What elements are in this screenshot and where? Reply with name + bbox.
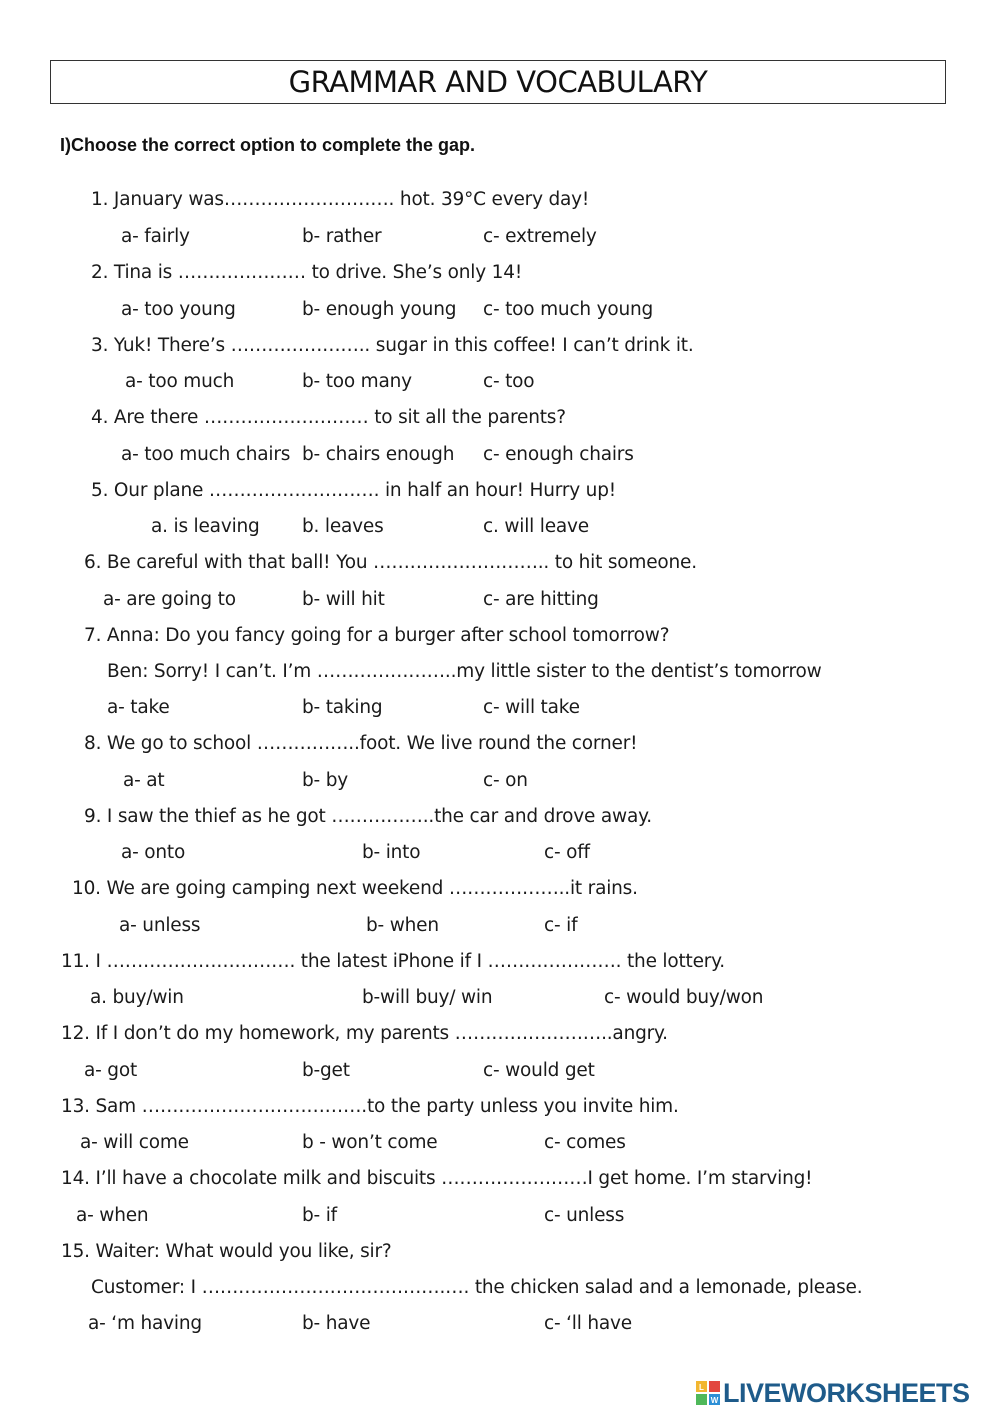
q7-option-a[interactable]: a- take	[107, 697, 170, 718]
q8-option-c[interactable]: c- on	[483, 770, 528, 791]
question-15-text: 15. Waiter: What would you like, sir?	[61, 1241, 392, 1262]
q2-option-c[interactable]: c- too much young	[483, 299, 654, 320]
q13-option-b[interactable]: b - won’t come	[302, 1132, 438, 1153]
question-3-text: 3. Yuk! There’s ………………….. sugar in this coffee! I can’t drink it.	[91, 335, 694, 356]
question-11-text: 11. I …………………………. the latest iPhone if I …………………. the lottery.	[61, 951, 725, 972]
q1-option-c[interactable]: c- extremely	[483, 226, 597, 247]
q13-option-a[interactable]: a- will come	[80, 1132, 189, 1153]
q13-option-c[interactable]: c- comes	[544, 1132, 626, 1153]
question-5-text: 5. Our plane ………………………. in half an hour! Hurry up!	[91, 480, 616, 501]
question-2-text: 2. Tina is ………………… to drive. She’s only 14!	[91, 262, 523, 283]
q9-option-a[interactable]: a- onto	[121, 842, 186, 863]
q1-option-b[interactable]: b- rather	[302, 226, 382, 247]
q12-option-c[interactable]: c- would get	[483, 1060, 595, 1081]
instruction: I)Choose the correct option to complete the gap.	[60, 135, 476, 155]
q3-option-a[interactable]: a- too much	[125, 371, 235, 392]
q4-option-a[interactable]: a- too much chairs	[121, 444, 291, 465]
q14-option-a[interactable]: a- when	[76, 1205, 149, 1226]
q6-option-a[interactable]: a- are going to	[103, 589, 236, 610]
q7-option-b[interactable]: b- taking	[302, 697, 383, 718]
question-14-text: 14. I’ll have a chocolate milk and biscuits ……………………I get home. I’m starving!	[61, 1168, 813, 1189]
q9-option-c[interactable]: c- off	[544, 842, 590, 863]
question-12-text: 12. If I don’t do my homework, my parents ……………………..angry.	[61, 1023, 668, 1044]
question-7-text: 7. Anna: Do you fancy going for a burger after school tomorrow?	[84, 625, 670, 646]
q12-option-b[interactable]: b-get	[302, 1060, 350, 1081]
question-9-text: 9. I saw the thief as he got ……………..the car and drove away.	[84, 806, 652, 827]
liveworksheets-logo	[696, 1377, 970, 1409]
q6-option-b[interactable]: b- will hit	[302, 589, 385, 610]
q11-option-c[interactable]: c- would buy/won	[604, 987, 764, 1008]
q2-option-a[interactable]: a- too young	[121, 299, 236, 320]
question-7-text-2: Ben: Sorry! I can’t. I’m …………………..my little sister to the dentist’s tomorrow	[107, 661, 822, 682]
q12-option-a[interactable]: a- got	[84, 1060, 138, 1081]
q11-option-b[interactable]: b-will buy/ win	[362, 987, 493, 1008]
logo-letter-w: W	[710, 1396, 719, 1405]
page-title: GRAMMAR AND VOCABULARY	[288, 65, 708, 99]
q8-option-a[interactable]: a- at	[123, 770, 165, 791]
q15-option-c[interactable]: c- ‘ll have	[544, 1313, 632, 1334]
question-10-text: 10. We are going camping next weekend ………………..it rains.	[72, 878, 638, 899]
brand-name: LIVEWORKSHEETS	[723, 1377, 970, 1408]
question-13-text: 13. Sam ……………………………….to the party unless you invite him.	[61, 1096, 679, 1117]
q15-option-a[interactable]: a- ‘m having	[88, 1313, 202, 1334]
title-box	[50, 60, 946, 104]
q8-option-b[interactable]: b- by	[302, 770, 348, 791]
q10-option-c[interactable]: c- if	[544, 915, 578, 936]
question-4-text: 4. Are there ……………………… to sit all the parents?	[91, 407, 566, 428]
q4-option-c[interactable]: c- enough chairs	[483, 444, 634, 465]
question-6-text: 6. Be careful with that ball! You ……………………….. to hit someone.	[84, 552, 697, 573]
q14-option-b[interactable]: b- if	[302, 1205, 337, 1226]
q10-option-a[interactable]: a- unless	[119, 915, 201, 936]
q5-option-a[interactable]: a. is leaving	[151, 516, 260, 537]
q6-option-c[interactable]: c- are hitting	[483, 589, 599, 610]
question-15-text-2: Customer: I ………………………………….…. the chicken salad and a lemonade, please.	[91, 1277, 863, 1298]
q11-option-a[interactable]: a. buy/win	[90, 987, 184, 1008]
q5-option-b[interactable]: b. leaves	[302, 516, 384, 537]
q9-option-b[interactable]: b- into	[362, 842, 421, 863]
q10-option-b[interactable]: b- when	[366, 915, 439, 936]
q1-option-a[interactable]: a- fairly	[121, 226, 190, 247]
q3-option-c[interactable]: c- too	[483, 371, 535, 392]
logo-letter-l: L	[699, 1383, 704, 1392]
question-1-text: 1. January was………………………. hot. 39°C every day!	[91, 189, 590, 210]
q14-option-c[interactable]: c- unless	[544, 1205, 625, 1226]
logo-icon	[696, 1381, 720, 1405]
q3-option-b[interactable]: b- too many	[302, 371, 412, 392]
q7-option-c[interactable]: c- will take	[483, 697, 580, 718]
question-8-text: 8. We go to school ……………..foot. We live round the corner!	[84, 733, 638, 754]
q15-option-b[interactable]: b- have	[302, 1313, 371, 1334]
q5-option-c[interactable]: c. will leave	[483, 516, 589, 537]
q2-option-b[interactable]: b- enough young	[302, 299, 457, 320]
q4-option-b[interactable]: b- chairs enough	[302, 444, 455, 465]
